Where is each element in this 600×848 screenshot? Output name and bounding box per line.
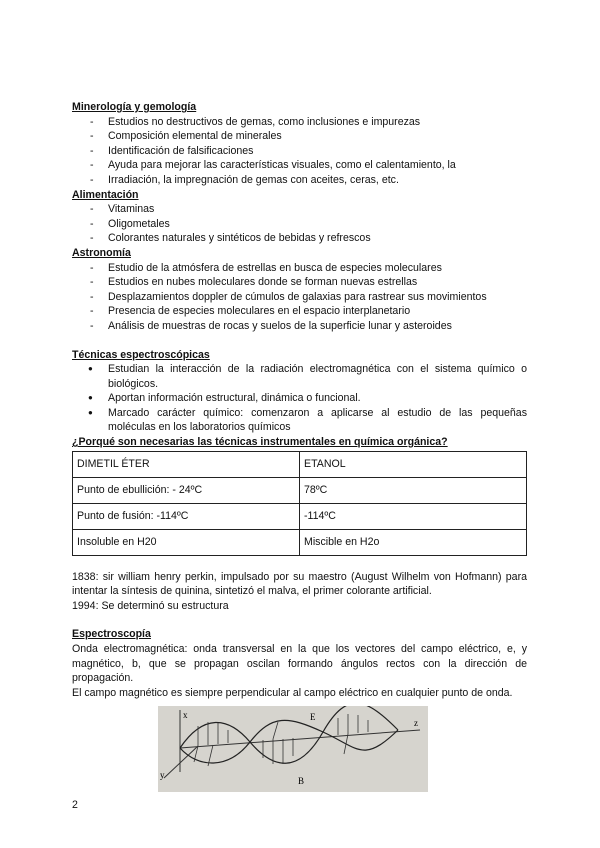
label-z: z	[414, 718, 418, 728]
table-cell: DIMETIL ÉTER	[73, 451, 300, 477]
label-e: E	[310, 712, 316, 722]
document-page	[72, 100, 527, 700]
table-cell: Punto de fusión: -114ºC	[73, 503, 300, 529]
history-paragraph: 1838: sir william henry perkin, impulsado por su maestro (August Wilhelm von Hofmann) para intentar la síntesis de quinina, sintetizó el malva, el primer colorante artificial.	[72, 570, 527, 598]
list-item: - Composición elemental de minerales	[72, 129, 527, 144]
page-number: 2	[72, 799, 78, 811]
table-cell: Insoluble en H20	[73, 529, 300, 555]
list-item: - Irradiación, la impregnación de gemas con aceites, ceras, etc.	[72, 173, 527, 188]
label-x: x	[183, 710, 188, 720]
list-item: - Vitaminas	[72, 202, 527, 217]
list-tecnicas	[72, 362, 527, 435]
table-row	[73, 529, 527, 555]
wave-diagram	[158, 706, 428, 792]
list-item: - Oligometales	[72, 217, 527, 232]
list-item: - Identificación de falsificaciones	[72, 144, 527, 159]
list-astronomia	[72, 261, 527, 334]
body-paragraph: Onda electromagnética: onda transversal en la que los vectores del campo eléctrico, e, y magnético, b, que se propagan oscilan formando ángulos rectos con la dirección de propagación.	[72, 643, 527, 685]
label-y: y	[160, 770, 165, 780]
table-cell: ETANOL	[300, 451, 527, 477]
table-row	[73, 477, 527, 503]
table-row	[73, 451, 527, 477]
list-item: ● Marcado carácter químico: comenzaron a aplicarse al estudio de las pequeñas moléculas en los laboratorios químicos	[72, 406, 527, 435]
table-cell: -114ºC	[300, 503, 527, 529]
history-paragraph: 1994: Se determinó su estructura	[72, 599, 229, 612]
section-heading-mineralogia: Minerología y gemología	[72, 101, 197, 113]
list-item: ● Aportan información estructural, dinámica o funcional.	[72, 391, 527, 406]
comparison-table	[72, 451, 527, 556]
list-alimentacion	[72, 202, 527, 246]
section-heading-pregunta: ¿Porqué son necesarias las técnicas instrumentales en química orgánica?	[72, 436, 448, 449]
section-heading-espectroscopia: Espectroscopía	[72, 628, 151, 641]
list-item: - Estudios en nubes moleculares donde se forman nuevas estrellas	[72, 275, 527, 290]
list-item: - Ayuda para mejorar las características visuales, como el calentamiento, la	[72, 158, 527, 173]
section-heading-tecnicas: Técnicas espectroscópicas	[72, 348, 210, 361]
list-item: - Análisis de muestras de rocas y suelos de la superficie lunar y asteroides	[72, 319, 527, 334]
section-heading-astronomia: Astronomía	[72, 246, 131, 259]
table-row	[73, 503, 527, 529]
list-item: - Colorantes naturales y sintéticos de bebidas y refrescos	[72, 231, 527, 246]
list-item: - Presencia de especies moleculares en el espacio interplanetario	[72, 304, 527, 319]
table-cell: 78ºC	[300, 477, 527, 503]
list-mineralogia	[72, 115, 527, 188]
table-cell: Punto de ebullición: - 24ºC	[73, 477, 300, 503]
list-item: - Estudio de la atmósfera de estrellas en busca de especies moleculares	[72, 261, 527, 276]
list-item: ● Estudian la interacción de la radiación electromagnética con el sistema químico o biológicos.	[72, 362, 527, 391]
section-heading-alimentacion: Alimentación	[72, 188, 139, 201]
list-item: - Estudios no destructivos de gemas, como inclusiones e impurezas	[72, 115, 527, 130]
list-item: - Desplazamientos doppler de cúmulos de galaxias para rastrear sus movimientos	[72, 290, 527, 305]
body-paragraph: El campo magnético es siempre perpendicular al campo eléctrico en cualquier punto de onda.	[72, 686, 513, 699]
label-b: B	[298, 776, 305, 786]
electromagnetic-wave-figure	[158, 706, 428, 792]
table-cell: Miscible en H2o	[300, 529, 527, 555]
